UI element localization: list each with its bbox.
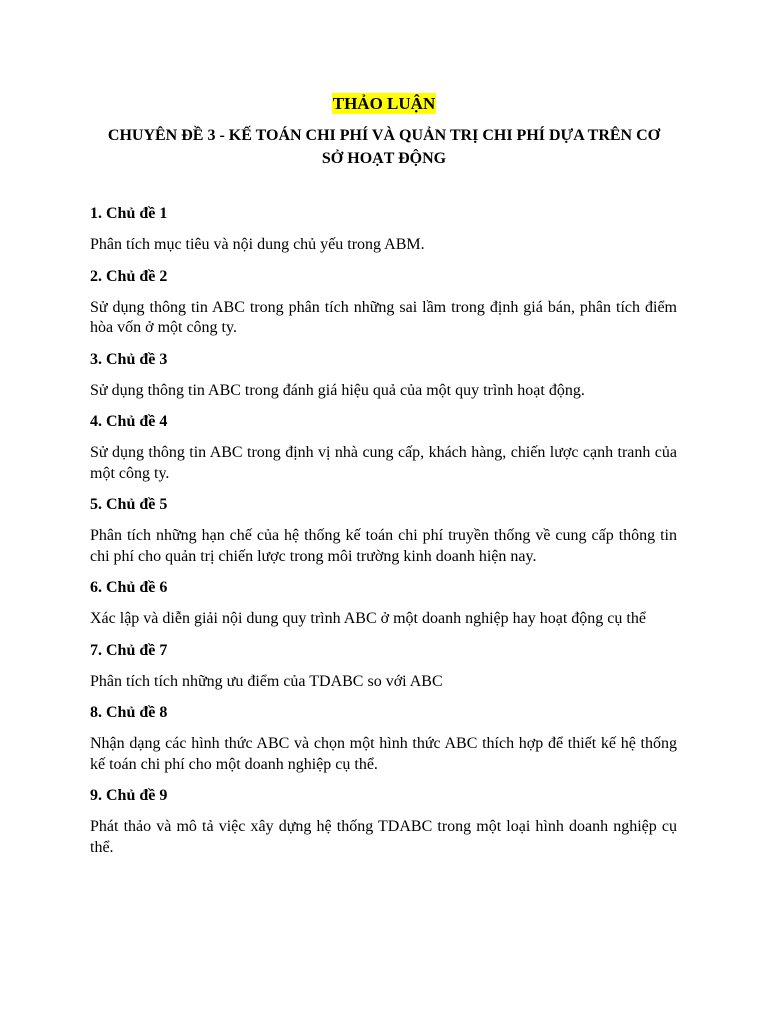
topic-text: Xác lập và diễn giải nội dung quy trình ABC ở một doanh nghiệp hay hoạt động cụ thể — [90, 610, 646, 627]
topic-heading: 9. Chủ đề 9 — [90, 787, 168, 804]
topic-item — [90, 350, 677, 402]
topic-item — [90, 703, 677, 775]
topic-text: Phân tích những hạn chế của hệ thống kế toán chi phí truyền thống về cung cấp thông tin chi phí cho quản trị chiến lược trong môi trường kinh doanh hiện nay. — [90, 527, 677, 565]
topic-item — [90, 641, 677, 693]
topic-item — [90, 204, 677, 256]
topic-text: Sử dụng thông tin ABC trong định vị nhà cung cấp, khách hàng, chiến lược cạnh tranh của một công ty. — [90, 444, 677, 482]
topic-heading: 6. Chủ đề 6 — [90, 579, 168, 596]
title-wrap — [0, 93, 768, 114]
topic-heading: 8. Chủ đề 8 — [90, 704, 168, 721]
topic-heading: 4. Chủ đề 4 — [90, 413, 168, 430]
topic-text: Phát thảo và mô tả việc xây dựng hệ thống TDABC trong một loại hình doanh nghiệp cụ thể. — [90, 818, 677, 856]
topic-item — [90, 412, 677, 484]
topic-item — [90, 786, 677, 858]
topic-text: Phân tích tích những ưu điểm của TDABC so với ABC — [90, 672, 443, 690]
topic-text: Sử dụng thông tin ABC trong phân tích những sai lầm trong định giá bán, phân tích điểm hòa vốn ở một công ty. — [90, 298, 677, 336]
document-subtitle — [96, 124, 672, 170]
topic-text: Sử dụng thông tin ABC trong đánh giá hiệu quả của một quy trình hoạt động. — [90, 381, 585, 399]
topic-item — [90, 495, 677, 567]
topic-heading: 5. Chủ đề 5 — [90, 496, 168, 513]
topic-heading: 7. Chủ đề 7 — [90, 641, 168, 659]
topic-heading: 3. Chủ đề 3 — [90, 350, 168, 368]
topic-heading: 2. Chủ đề 2 — [90, 267, 168, 285]
document-title: THẢO LUẬN — [332, 94, 436, 113]
topic-heading: 1. Chủ đề 1 — [90, 205, 168, 222]
topic-item — [90, 267, 677, 339]
topic-list — [90, 204, 677, 869]
topic-text: Phân tích mục tiêu và nội dung chủ yếu trong ABM. — [90, 236, 425, 253]
subtitle-line-1: CHUYÊN ĐỀ 3 - KẾ TOÁN CHI PHÍ VÀ QUẢN TRỊ CHI PHÍ DỰA TRÊN CƠ — [107, 127, 661, 144]
subtitle-line-2: SỞ HOẠT ĐỘNG — [321, 150, 447, 167]
topic-item — [90, 578, 677, 630]
topic-text: Nhận dạng các hình thức ABC và chọn một hình thức ABC thích hợp để thiết kế hệ thống kế toán chi phí cho một doanh nghiệp cụ thể. — [90, 735, 677, 773]
